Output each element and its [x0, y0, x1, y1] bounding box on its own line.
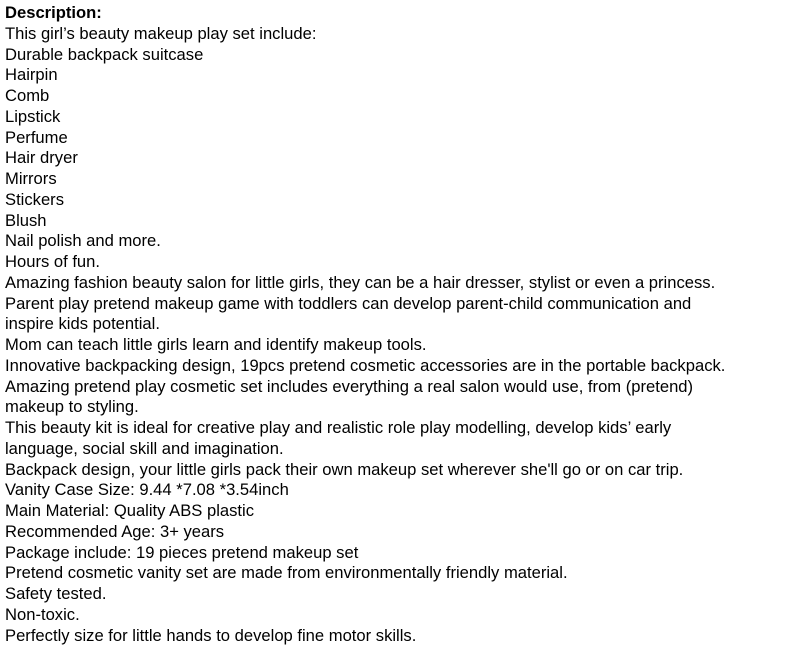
description-line: Backpack design, your little girls pack their own makeup set wherever she'll go or on car trip. — [5, 459, 684, 479]
description-line: Package include: 19 pieces pretend makeup set — [5, 542, 359, 562]
description-line: Blush — [5, 210, 47, 230]
description-line: Perfume — [5, 127, 68, 147]
description-line: Recommended Age: 3+ years — [5, 521, 225, 541]
description-line: Non-toxic. — [5, 604, 80, 624]
description-line: Stickers — [5, 189, 65, 209]
description-line: Nail polish and more. — [5, 231, 161, 251]
description-line: Mom can teach little girls learn and identify makeup tools. — [5, 335, 427, 354]
description-line: Comb — [5, 86, 50, 105]
description-line: Durable backpack suitcase — [5, 44, 204, 64]
description-line: Lipstick — [5, 106, 61, 126]
description-line: makeup to styling. — [5, 397, 139, 417]
description-line: Parent play pretend makeup game with toddlers can develop parent-child communication and — [5, 293, 692, 313]
description-line: Amazing fashion beauty salon for little girls, they can be a hair dresser, stylist or even a princess. — [5, 272, 716, 292]
description-line: Vanity Case Size: 9.44 *7.08 *3.54inch — [5, 480, 289, 500]
description-line: This beauty kit is ideal for creative play and realistic role play modelling, develop kids’ early — [5, 418, 672, 437]
description-line: inspire kids potential. — [5, 314, 160, 334]
description-line: Innovative backpacking design, 19pcs pretend cosmetic accessories are in the portable backpack. — [5, 355, 726, 375]
description-line: language, social skill and imagination. — [5, 438, 284, 458]
product-description — [5, 3, 797, 646]
description-heading: Description: — [5, 3, 102, 22]
description-line: Hairpin — [5, 65, 58, 85]
description-line: Pretend cosmetic vanity set are made from environmentally friendly material. — [5, 563, 568, 583]
description-line: This girl’s beauty makeup play set include: — [5, 23, 317, 43]
description-line: Safety tested. — [5, 584, 107, 603]
description-line: Hours of fun. — [5, 252, 101, 271]
description-line: Mirrors — [5, 169, 57, 188]
description-line: Main Material: Quality ABS plastic — [5, 501, 255, 520]
description-line: Perfectly size for little hands to develop fine motor skills. — [5, 625, 417, 645]
description-line: Hair dryer — [5, 148, 78, 168]
description-line: Amazing pretend play cosmetic set includes everything a real salon would use, from (pretend) — [5, 376, 694, 396]
